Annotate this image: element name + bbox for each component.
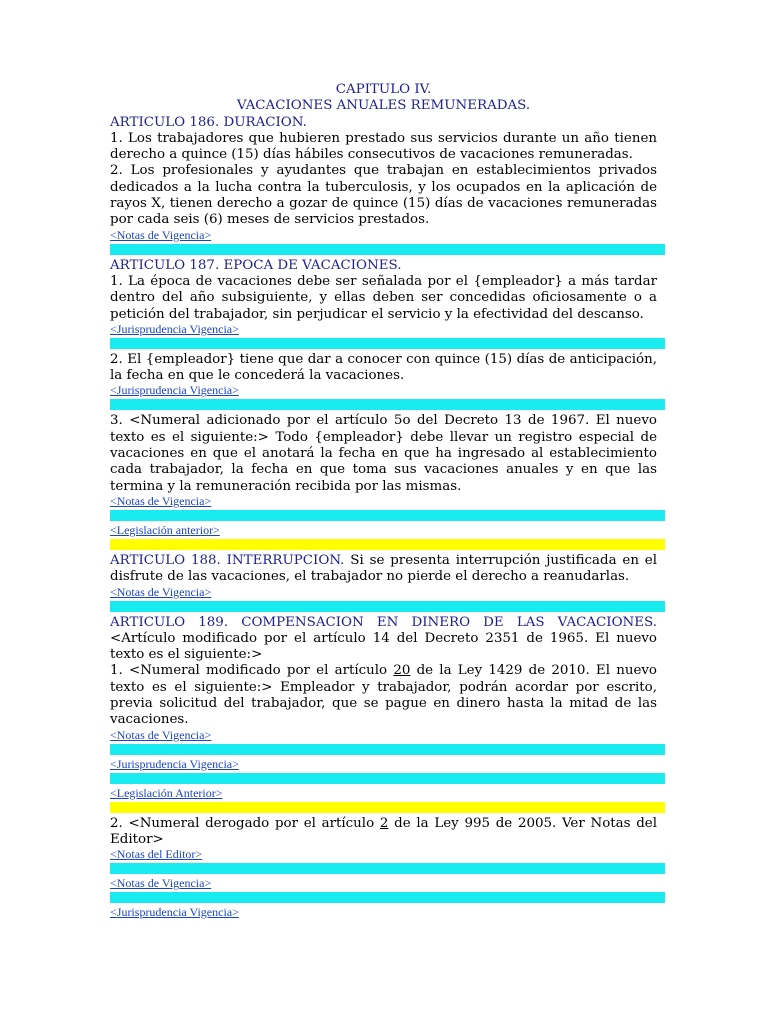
article-189-heading: ARTICULO 189. COMPENSACION EN DINERO DE LAS VACACIONES.: [110, 614, 657, 630]
article-189-paragraph-2: [110, 816, 657, 849]
notas-vigencia-link[interactable]: <Notas de Vigencia>: [110, 876, 212, 891]
notas-editor-link[interactable]: <Notas del Editor>: [110, 847, 203, 862]
article-188-heading: ARTICULO 188. INTERRUPCION.: [110, 552, 345, 568]
article-187-paragraph-1: 1. La época de vacaciones debe ser señalada por el {empleador} a más tardar dentro del año subsiguiente, y ellas deben ser concedidas oficiosamente o a petición del trabajador, sin perjudicar el servicio y la efectividad del descanso.: [110, 273, 657, 322]
jurisprudencia-vigencia-link[interactable]: <Jurisprudencia Vigencia>: [110, 905, 239, 920]
p2-text-a: 2. <Numeral derogado por el artículo: [110, 815, 380, 831]
legislacion-anterior-link[interactable]: <Legislación anterior>: [110, 522, 220, 537]
separator-bar-yellow: [110, 539, 665, 550]
separator-bar: [110, 744, 665, 755]
separator-bar-yellow: [110, 802, 665, 813]
separator-bar: [110, 892, 665, 903]
notas-vigencia-link[interactable]: <Notas de Vigencia>: [110, 727, 212, 742]
jurisprudencia-vigencia-link[interactable]: <Jurisprudencia Vigencia>: [110, 756, 239, 771]
document-page: [110, 82, 657, 919]
p1-text-a: 1. <Numeral modificado por el artículo: [110, 663, 394, 679]
notas-vigencia-link[interactable]: <Notas de Vigencia>: [110, 227, 212, 242]
notas-vigencia-link[interactable]: <Notas de Vigencia>: [110, 584, 212, 599]
separator-bar: [110, 338, 665, 349]
jurisprudencia-vigencia-link[interactable]: <Jurisprudencia Vigencia>: [110, 383, 239, 398]
separator-bar: [110, 244, 665, 255]
article-187-heading: ARTICULO 187. EPOCA DE VACACIONES.: [110, 257, 402, 273]
article-188-paragraph: [110, 553, 657, 586]
separator-bar: [110, 510, 665, 521]
article-189-paragraph-1: [110, 663, 657, 728]
p2-text-b: de la Ley 995 de 2005. Ver Notas del Editor>: [110, 815, 657, 847]
separator-bar: [110, 773, 665, 784]
article-186-paragraph-2: 2. Los profesionales y ayudantes que trabajan en establecimientos privados dedicados a la lucha contra la tuberculosis, y los ocupados en la aplicación de rayos X, tienen derecho a gozar de quince (15) días de vacaciones remuneradas por cada seis (6) meses de servicios prestados.: [110, 163, 657, 228]
legislacion-anterior-link[interactable]: <Legislación Anterior>: [110, 785, 223, 800]
article-186-heading: ARTICULO 186. DURACION.: [110, 114, 307, 130]
article-189-intro: [110, 615, 657, 664]
separator-bar: [110, 601, 665, 612]
p1-text-b: de la Ley 1429 de 2010. El nuevo texto es el siguiente:> Empleador y trabajador, podrán acordar por escrito, previa solicitud del trabajador, que se pague en dinero hasta la mitad de las vacaciones.: [110, 663, 657, 728]
article-187-paragraph-2: 2. El {empleador} tiene que dar a conocer con quince (15) días de anticipación, la fecha en que le concederá la vacaciones.: [110, 351, 657, 384]
article-189-intro-text: <Artículo modificado por el artículo 14 del Decreto 2351 de 1965. El nuevo texto es el siguiente:>: [110, 630, 657, 663]
chapter-subtitle: VACACIONES ANUALES REMUNERADAS.: [236, 98, 531, 114]
separator-bar: [110, 399, 665, 410]
article-number-link[interactable]: 2: [379, 815, 389, 831]
article-number-link[interactable]: 20: [393, 663, 411, 679]
notas-vigencia-link[interactable]: <Notas de Vigencia>: [110, 493, 212, 508]
jurisprudencia-vigencia-link[interactable]: <Jurisprudencia Vigencia>: [110, 321, 239, 336]
chapter-title: CAPITULO IV.: [335, 82, 432, 97]
article-188-text: Si se presenta interrupción justificada en el disfrute de las vacaciones, el trabajador no pierde el derecho a reanudarlas.: [110, 552, 657, 585]
article-187-paragraph-3: 3. <Numeral adicionado por el artículo 5o del Decreto 13 de 1967. El nuevo texto es el siguiente:> Todo {empleador} debe llevar un registro especial de vacaciones en que el anotará la fecha en que ha ingresado al establecimiento cada trabajador, la fecha en que toma sus vacaciones anuales y en que las termina y la remuneración recibida por las mismas.: [110, 413, 657, 494]
separator-bar: [110, 863, 665, 874]
article-186-paragraph-1: 1. Los trabajadores que hubieren prestado sus servicios durante un año tienen derecho a quince (15) días hábiles consecutivos de vacaciones remuneradas.: [110, 130, 657, 163]
